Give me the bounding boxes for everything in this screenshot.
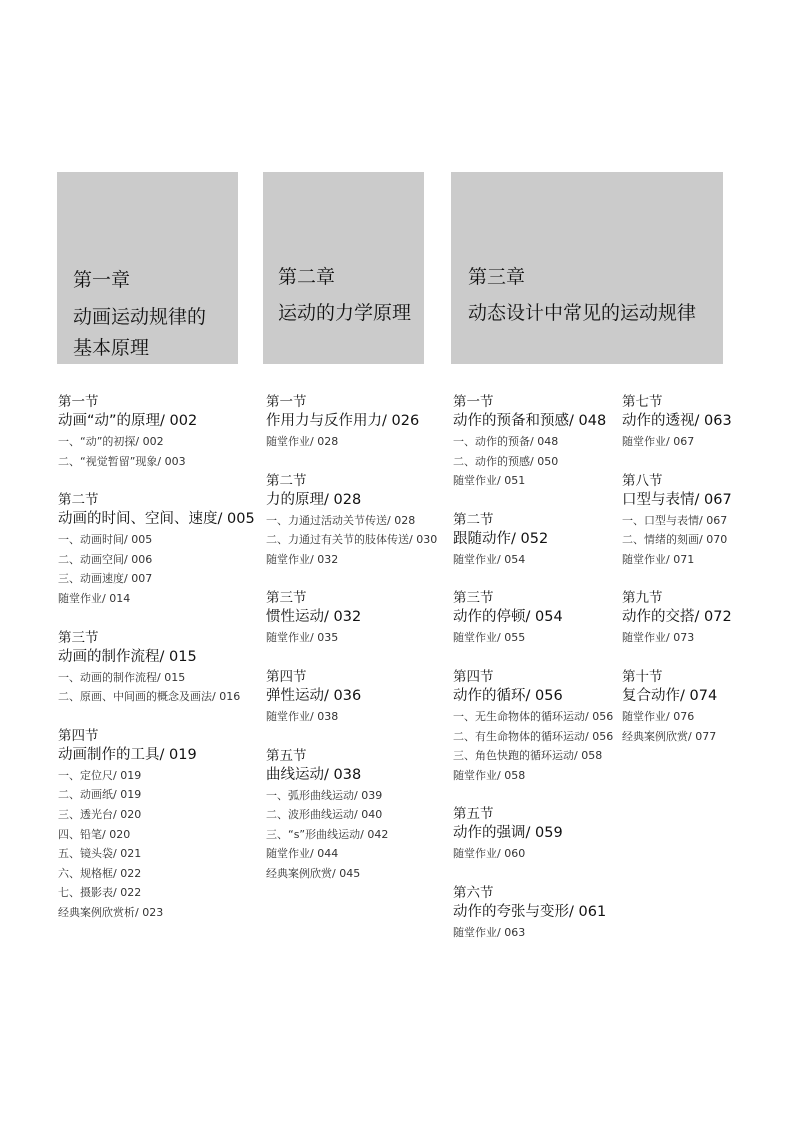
section-label: 第三节 — [453, 590, 494, 607]
toc-item-link[interactable]: 三、动画速度/ 007 — [58, 572, 153, 586]
toc-section — [453, 668, 613, 785]
toc-item-link[interactable]: 随堂作业/ 071 — [622, 552, 695, 566]
toc-item-link[interactable]: 随堂作业/ 038 — [266, 709, 339, 723]
toc-section — [266, 747, 437, 884]
chapter-3-toc-right — [622, 393, 732, 766]
toc-item-link[interactable]: 一、动作的预备/ 048 — [453, 435, 559, 448]
section-title-link[interactable]: 动画的时间、空间、速度/ 005 — [58, 511, 255, 528]
section-title-link[interactable]: 动画的制作流程/ 015 — [58, 648, 197, 665]
section-label: 第七节 — [622, 394, 663, 410]
section-title-link[interactable]: 动作的交搭/ 072 — [622, 609, 732, 626]
toc-item-link[interactable]: 四、铅笔/ 020 — [58, 827, 131, 841]
chapter-2-header — [263, 172, 424, 364]
section-title-link[interactable]: 跟随动作/ 052 — [453, 530, 549, 547]
toc-section — [622, 393, 732, 452]
section-label: 第五节 — [453, 806, 494, 823]
toc-item-link[interactable]: 随堂作业/ 073 — [622, 631, 695, 645]
chapter-2-label: 第二章 — [278, 266, 336, 288]
toc-item-link[interactable]: 一、动画时间/ 005 — [58, 533, 153, 547]
section-title-link[interactable]: 动作的停顿/ 054 — [453, 609, 563, 626]
toc-item-link[interactable]: 一、“动”的初探/ 002 — [58, 435, 164, 448]
chapter-2-title — [278, 298, 411, 329]
toc-section — [266, 393, 437, 452]
section-label: 第四节 — [266, 668, 307, 685]
toc-item-link[interactable]: 随堂作业/ 051 — [453, 474, 526, 488]
chapter-1-label: 第一章 — [73, 269, 131, 291]
toc-item-link[interactable]: 一、口型与表情/ 067 — [622, 513, 728, 527]
toc-item-link[interactable]: 一、无生命物体的循环运动/ 056 — [453, 709, 614, 723]
section-title-link[interactable]: 作用力与反作用力/ 026 — [266, 413, 420, 429]
section-label: 第二节 — [58, 492, 99, 509]
section-title-link[interactable]: 动作的夸张与变形/ 061 — [453, 903, 607, 920]
section-label: 第三节 — [266, 590, 307, 607]
toc-section — [622, 589, 732, 648]
chapter-1-toc — [58, 393, 255, 943]
section-title-link[interactable]: 力的原理/ 028 — [266, 491, 362, 508]
toc-item-link[interactable]: 七、摄影表/ 022 — [58, 886, 142, 900]
section-label: 第二节 — [453, 511, 494, 528]
section-title-link[interactable]: 惯性运动/ 032 — [266, 609, 362, 626]
toc-item-link[interactable]: 随堂作业/ 063 — [453, 925, 526, 939]
toc-item-link[interactable]: 随堂作业/ 076 — [622, 709, 695, 723]
section-label: 第一节 — [453, 394, 494, 410]
toc-item-link[interactable]: 随堂作业/ 058 — [453, 768, 526, 782]
toc-section — [266, 668, 437, 727]
section-title-link[interactable]: 动作的预备和预感/ 048 — [453, 413, 607, 429]
toc-item-link[interactable]: 经典案例欣赏析/ 023 — [58, 905, 164, 919]
chapter-1-title-line-2: 基本原理 — [73, 337, 150, 359]
toc-section — [266, 472, 437, 570]
toc-section — [453, 805, 613, 864]
section-title-link[interactable]: 动画“动”的原理/ 002 — [58, 413, 198, 429]
toc-item-link[interactable]: 随堂作业/ 055 — [453, 631, 526, 645]
toc-item-link[interactable]: 二、“视觉暂留”现象/ 003 — [58, 454, 186, 468]
toc-item-link[interactable]: 经典案例欣赏/ 077 — [622, 729, 717, 743]
toc-item-link[interactable]: 随堂作业/ 067 — [622, 435, 695, 448]
toc-item-link[interactable]: 二、波形曲线运动/ 040 — [266, 808, 383, 822]
toc-item-link[interactable]: 一、动画的制作流程/ 015 — [58, 670, 186, 684]
chapter-1-title — [73, 302, 206, 364]
toc-section — [453, 393, 613, 491]
toc-item-link[interactable]: 二、情绪的刻画/ 070 — [622, 533, 728, 547]
section-title-link[interactable]: 口型与表情/ 067 — [622, 491, 732, 508]
section-label: 第六节 — [453, 884, 494, 901]
toc-item-link[interactable]: 二、动作的预感/ 050 — [453, 454, 559, 468]
chapter-1-title-line-1: 动画运动规律的 — [73, 306, 207, 328]
toc-item-link[interactable]: 经典案例欣赏/ 045 — [266, 866, 361, 880]
toc-item-link[interactable]: 随堂作业/ 028 — [266, 435, 339, 448]
toc-item-link[interactable]: 随堂作业/ 014 — [58, 591, 131, 605]
chapter-2-title-line-1: 运动的力学原理 — [278, 302, 412, 324]
toc-section — [453, 884, 613, 943]
toc-section — [453, 589, 613, 648]
section-title-link[interactable]: 曲线运动/ 038 — [266, 766, 362, 783]
toc-item-link[interactable]: 随堂作业/ 032 — [266, 552, 339, 566]
toc-item-link[interactable]: 随堂作业/ 035 — [266, 631, 339, 645]
section-label: 第九节 — [622, 590, 663, 607]
toc-section — [58, 393, 255, 471]
toc-section — [622, 668, 732, 746]
toc-section — [58, 629, 255, 707]
toc-item-link[interactable]: 二、有生命物体的循环运动/ 056 — [453, 729, 614, 743]
toc-section — [58, 727, 255, 923]
toc-item-link[interactable]: 随堂作业/ 060 — [453, 847, 526, 861]
section-label: 第三节 — [58, 629, 99, 646]
toc-section — [453, 511, 613, 570]
toc-section — [58, 491, 255, 608]
toc-item-link[interactable]: 随堂作业/ 054 — [453, 552, 526, 566]
section-label: 第二节 — [266, 472, 307, 489]
toc-item-link[interactable]: 五、镜头袋/ 021 — [58, 847, 142, 861]
chapter-3-toc-left — [453, 393, 613, 963]
toc-item-link[interactable]: 一、力通过活动关节传送/ 028 — [266, 513, 416, 527]
section-label: 第一节 — [266, 394, 307, 410]
toc-item-link[interactable]: 三、角色快跑的循环运动/ 058 — [453, 749, 603, 763]
toc-item-link[interactable]: 随堂作业/ 044 — [266, 847, 339, 861]
toc-section — [622, 472, 732, 570]
toc-item-link[interactable]: 三、“s”形曲线运动/ 042 — [266, 827, 389, 841]
chapter-3-title — [468, 298, 696, 329]
section-label: 第四节 — [453, 668, 494, 685]
chapter-3-title-line-1: 动态设计中常见的运动规律 — [468, 302, 697, 324]
toc-section — [266, 589, 437, 648]
section-label: 第五节 — [266, 747, 307, 764]
section-title-link[interactable]: 复合动作/ 074 — [622, 687, 718, 704]
section-label: 第八节 — [622, 472, 663, 489]
toc-item-link[interactable]: 一、定位尺/ 019 — [58, 768, 142, 782]
toc-item-link[interactable]: 一、弧形曲线运动/ 039 — [266, 788, 383, 802]
toc-item-link[interactable]: 二、原画、中间画的概念及画法/ 016 — [58, 690, 241, 704]
toc-item-link[interactable]: 二、力通过有关节的肢体传送/ 030 — [266, 533, 438, 547]
chapter-3-label: 第三章 — [468, 266, 526, 288]
chapter-3-header — [451, 172, 723, 364]
section-title-link[interactable]: 动作的循环/ 056 — [453, 687, 563, 704]
section-label: 第十节 — [622, 668, 663, 685]
toc-item-link[interactable]: 六、规格框/ 022 — [58, 866, 142, 880]
section-title-link[interactable]: 动画制作的工具/ 019 — [58, 746, 197, 763]
chapter-1-header — [57, 172, 238, 364]
section-title-link[interactable]: 弹性运动/ 036 — [266, 687, 362, 704]
toc-item-link[interactable]: 二、动画纸/ 019 — [58, 788, 142, 802]
chapter-2-toc — [266, 393, 437, 904]
section-title-link[interactable]: 动作的透视/ 063 — [622, 413, 732, 429]
toc-item-link[interactable]: 二、动画空间/ 006 — [58, 552, 153, 566]
section-label: 第一节 — [58, 394, 99, 410]
section-title-link[interactable]: 动作的强调/ 059 — [453, 825, 563, 842]
section-label: 第四节 — [58, 727, 99, 744]
toc-item-link[interactable]: 三、透光台/ 020 — [58, 807, 142, 821]
